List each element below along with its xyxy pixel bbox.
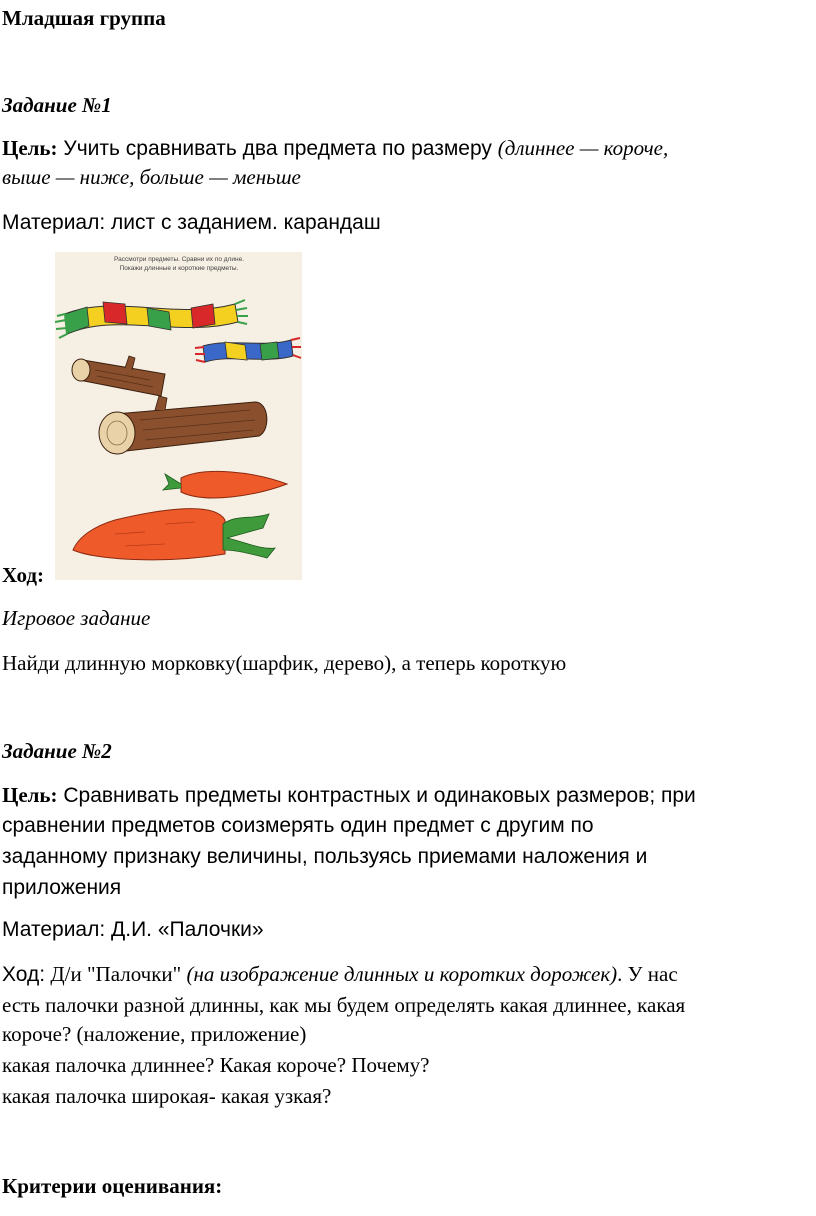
task1-instruction: Найди длинную морковку(шарфик, дерево), а теперь короткую	[2, 651, 567, 675]
task2-material: Материал: Д.И. «Палочки»	[2, 918, 264, 941]
task2-goal-line4: приложения	[2, 876, 122, 899]
task2-goal-line3: заданному признаку величины, пользуясь приемами наложения и	[2, 845, 648, 868]
short-scarf	[195, 338, 301, 362]
task2-goal-text-1: Сравнивать предметы контрастных и одинаковых размеров; при	[57, 784, 696, 807]
task2-course-line4: какая палочка длиннее? Какая короче? Почему?	[2, 1053, 430, 1077]
illustration-drawing	[55, 252, 302, 580]
illustration-caption-2: Покажи длинные и короткие предметы.	[119, 265, 239, 272]
big-carrot	[73, 509, 275, 560]
small-carrot	[163, 471, 287, 497]
illustration-caption-1: Рассмотри предметы. Сравни их по длине.	[114, 256, 244, 263]
task1-goal-note-line2: выше — ниже, больше — меньше	[2, 165, 301, 189]
task2-course-line1	[2, 962, 678, 987]
task1-material: Материал: лист с заданием. карандаш	[2, 211, 381, 234]
task2-course-rest: . У нас	[617, 962, 678, 986]
long-scarf	[55, 300, 248, 338]
long-log	[99, 396, 267, 454]
task1-heading: Задание №1	[2, 93, 112, 117]
task1-goal-text: Учить сравнивать два предмета по размеру	[57, 137, 498, 160]
worksheet-illustration	[55, 252, 302, 580]
criteria-heading: Критерии оценивания:	[2, 1174, 223, 1198]
task2-heading: Задание №2	[2, 739, 112, 763]
task1-course-label: Ход:	[2, 563, 45, 587]
short-log	[72, 356, 165, 396]
task2-course-game: Д/и "Палочки"	[45, 962, 187, 986]
task1-goal-note: (длиннее — короче,	[497, 136, 669, 160]
task2-goal-label: Цель:	[2, 783, 58, 807]
task1-goal-label: Цель:	[2, 136, 58, 160]
task1-goal-line1	[2, 136, 668, 161]
task2-course-line2: есть палочки разной длинны, как мы будем определять какая длиннее, какая	[2, 993, 686, 1017]
task2-course-note: (на изображение длинных и коротких дорожек)	[186, 962, 618, 986]
task2-course-line3: короче? (наложение, приложение)	[2, 1022, 307, 1046]
task2-goal-line2: сравнении предметов соизмерять один предмет с другим по	[2, 814, 594, 837]
page-title: Младшая группа	[2, 6, 166, 30]
task1-game-label: Игровое задание	[2, 606, 151, 630]
task2-course-label: Ход:	[2, 963, 46, 986]
task2-course-line5: какая палочка широкая- какая узкая?	[2, 1084, 332, 1108]
task2-goal-line1	[2, 783, 696, 808]
